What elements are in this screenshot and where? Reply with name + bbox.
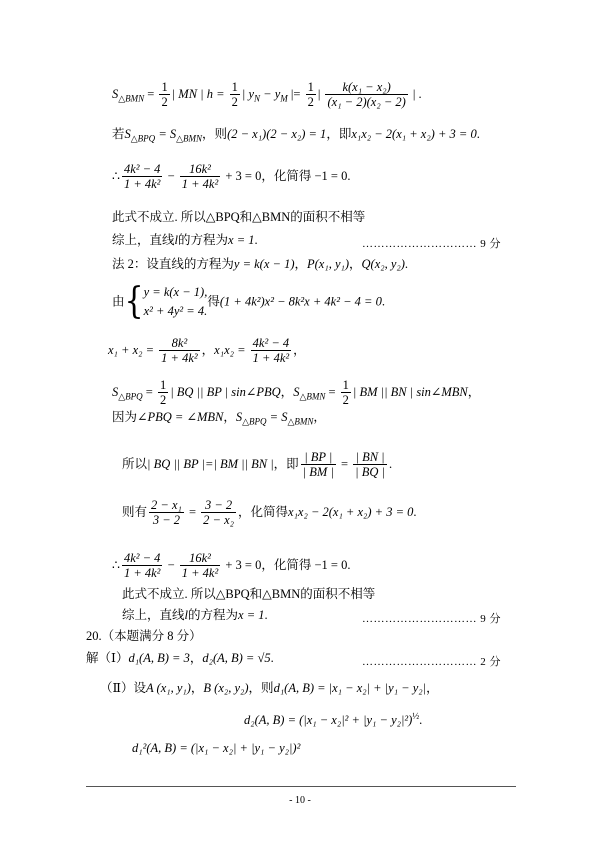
text-ze: ，则 [202, 127, 228, 141]
point-b: B (x₂, y₂) [203, 681, 249, 695]
therefore-symbol: ∴ [112, 168, 120, 183]
sub: △BPQ [242, 416, 267, 427]
frac-2 [180, 551, 220, 581]
text: 法 2：设直线的方程为 [112, 257, 234, 271]
comma: ， [190, 681, 204, 695]
comma: ， [293, 342, 306, 357]
frac-big [325, 80, 407, 110]
text-simplify: ，化简得 [261, 168, 312, 183]
num: | BN | [353, 450, 387, 465]
abs-open: | [317, 86, 324, 101]
comma: ， [467, 384, 481, 399]
text: （Ⅱ）设 [100, 681, 146, 695]
frac-den: 2 [161, 95, 168, 110]
expr: y = k(x − 1) [233, 257, 295, 271]
num: 8k² [159, 336, 199, 351]
den: 1 + 4k² [181, 177, 219, 192]
period: . [264, 608, 268, 622]
comma: ， [349, 257, 362, 271]
var-l: l [174, 233, 178, 247]
frac-2 [201, 498, 236, 528]
num: 2 − x₁ [151, 498, 182, 512]
expr-product: (2 − x₁)(2 − x₂) = 1 [227, 127, 327, 141]
expr: x₁x₂ − 2(x₁ + x₂) + 3 = 0 [288, 504, 414, 519]
minus: − [164, 557, 178, 572]
line-because [112, 410, 326, 427]
den: 2 − x₂ [203, 513, 235, 528]
text: 解（Ⅰ） [86, 651, 129, 665]
frac-half-3: $\frac{1}{2}$ [307, 80, 314, 110]
frac-2 [353, 450, 387, 480]
comma: ， [313, 410, 326, 424]
expr: | BM || BN | sin∠MBN [352, 384, 468, 399]
sub: △BMN [287, 416, 314, 427]
text-you: 由 [112, 294, 125, 309]
den: | BQ | [355, 465, 385, 480]
line-solution-part-2 [100, 682, 439, 695]
num: 4k² − 4 [123, 551, 161, 565]
frac-half [159, 80, 169, 110]
period: . [419, 713, 423, 727]
expr: (1 + 4k²)x² − 8k²x + 4k² − 4 = 0 [219, 294, 382, 309]
s-symbol: S [124, 127, 131, 141]
sub: △BPQ [118, 391, 143, 402]
s: S [112, 384, 119, 399]
frac-half [158, 378, 168, 408]
frac-half-2: $\frac{1}{2}$ [342, 378, 349, 408]
text: 的方程为 [178, 233, 229, 247]
num: 16k² [180, 551, 220, 566]
period: . [476, 127, 480, 141]
sub-m: M [280, 93, 288, 104]
expr-prod: x₁x₂ = [214, 342, 249, 357]
frac-2 [180, 162, 220, 192]
expr-d1: d₁(A, B) = |x₁ − x₂| + |y₁ − y₂| [273, 681, 427, 695]
line-therefore-1 [112, 162, 350, 192]
num: 16k² [180, 162, 220, 177]
period: . [388, 456, 393, 471]
text: 综上，直线 [112, 233, 175, 247]
exponent-half: ½ [412, 710, 420, 721]
expr-close: |= [287, 86, 304, 101]
text: ，化简得 [261, 557, 312, 572]
sub-bmn: △BMN [176, 133, 203, 144]
line-system [112, 280, 385, 323]
den: 3 − 2 [152, 513, 181, 528]
expr-d1: d₁(A, B) = 3 [128, 651, 190, 665]
text: ，则 [248, 681, 274, 695]
point-q: Q(x₂, y₂) [361, 257, 405, 271]
line-conclusion-2: 此式不成立. 所以△BPQ和△BMN的面积不相等 [122, 587, 376, 601]
expr-result: x₁x₂ − 2(x₁ + x₂) + 3 = 0 [351, 127, 477, 141]
den: 1 + 4k² [161, 351, 198, 366]
expr: x = 1 [238, 608, 265, 622]
sub-bmn: △BMN [118, 93, 145, 104]
var-l: l [184, 608, 188, 622]
s-symbol: S [112, 86, 119, 101]
sub-n: N [254, 93, 261, 104]
period: . [413, 504, 417, 519]
expr-yn: | y [241, 86, 255, 101]
expr: | BQ || BP |=| BM || BN | [147, 456, 274, 471]
period: . [404, 257, 409, 271]
text: 因为 [112, 410, 138, 424]
sub: △BMN [299, 391, 326, 402]
line-area-bmn [112, 80, 422, 110]
text: 则有 [122, 504, 148, 519]
comma: ， [280, 384, 294, 399]
line-summary-1 [112, 234, 258, 247]
expr: ∠PBQ = ∠MBN [137, 410, 224, 424]
line-area-formulas [112, 378, 480, 408]
comma: ， [426, 681, 439, 695]
equation-system: { y = k(x − 1), x² + 4y² = 4. [124, 280, 208, 323]
line-if-equal [112, 127, 480, 144]
s: S [293, 384, 300, 399]
frac-sum [159, 336, 199, 366]
problem-20-header: 20.（本题满分 8 分） [86, 629, 202, 643]
score-9-b: ………………………… 9 分 [362, 613, 501, 625]
comma: ， [189, 651, 203, 665]
footer-divider [86, 786, 516, 787]
frac-1 [301, 450, 336, 480]
expr-result: −1 = 0 [311, 168, 348, 183]
den: 1 + 4k² [252, 351, 290, 366]
sub-bpq: △BPQ [130, 133, 156, 144]
text: ，化简得 [238, 504, 289, 519]
minus: − [164, 168, 178, 183]
expr-result: −1 = 0 [311, 557, 348, 572]
period: . [347, 168, 351, 183]
expr-tail: + 3 = 0 [222, 168, 262, 183]
s: S [235, 410, 243, 424]
text: 综上，直线 [122, 608, 185, 622]
therefore-symbol: ∴ [112, 557, 120, 572]
frac-1 [122, 551, 162, 581]
comma: ， [294, 257, 307, 271]
text-ruo: 若 [112, 127, 125, 141]
eq: = [337, 456, 352, 471]
den: 2 [159, 393, 167, 408]
eq: = [142, 384, 156, 399]
comma: ， [201, 342, 215, 357]
line-summary-2 [122, 609, 268, 622]
frac-big-num: k(x₁ − x₂) [325, 80, 407, 95]
line-conclusion-1: 此式不成立. 所以△BPQ和△BMN的面积不相等 [112, 210, 366, 224]
text: 的方程为 [188, 608, 239, 622]
text-de: 得 [207, 294, 220, 309]
num: 3 − 2 [201, 498, 236, 513]
frac-prod [251, 336, 291, 366]
text: ，即 [273, 456, 299, 471]
frac-1 [149, 498, 184, 528]
expr-d1-squared: d₁²(A, B) = (|x₁ − x₂| + |y₁ − y₂|)² [132, 741, 301, 755]
period: . [270, 651, 274, 665]
eq-s: = S [266, 410, 288, 424]
point-p: P(x₁, y₁) [307, 257, 349, 271]
line-therefore-2 [112, 551, 350, 581]
score-2: ………………………… 2 分 [362, 656, 501, 668]
expr-sum: x₁ + x₂ = [108, 342, 158, 357]
comma: ， [223, 410, 236, 424]
expr-tail: + 3 = 0 [222, 557, 262, 572]
frac-big-den: (x₁ − 2)(x₂ − 2) [327, 95, 406, 110]
line-then [122, 498, 417, 528]
period: . [347, 557, 351, 572]
line-so [122, 450, 392, 480]
expr-ym: − y [260, 86, 281, 101]
eq: = [325, 384, 339, 399]
num: 4k² − 4 [123, 162, 161, 176]
den: | BM | [302, 465, 334, 480]
line-d2-formula [244, 710, 423, 727]
point-a: A (x₁, y₁) [146, 681, 191, 695]
expr-d2: d₂(A, B) = √5 [202, 651, 271, 665]
eq: = [144, 86, 158, 101]
period: . [381, 294, 385, 309]
frac-1 [122, 162, 162, 192]
line-d1-squared [132, 742, 300, 755]
expr-d2: d₂(A, B) = (|x₁ − x₂|² + |y₁ − y₂|²) [244, 713, 413, 727]
eq: = [185, 504, 200, 519]
period: . [254, 233, 258, 247]
text: 所以 [122, 456, 148, 471]
text-ji: ，即 [326, 127, 352, 141]
line-method-2 [112, 258, 408, 271]
expr-mn-h: | MN | h = [171, 86, 228, 101]
line-vieta [108, 336, 306, 366]
line-solution-part-1 [86, 652, 274, 665]
eq-s: = S [155, 127, 177, 141]
num: 1 [159, 378, 167, 392]
den: 1 + 4k² [123, 177, 161, 192]
expr: x = 1 [228, 233, 255, 247]
den: 1 + 4k² [123, 566, 161, 581]
eq-row-1: y = k(x − 1), [143, 285, 208, 299]
page-number: - 10 - [289, 795, 311, 806]
frac-num: 1 [161, 80, 168, 94]
num: | BP | [301, 450, 336, 465]
eq-row-2: x² + 4y² = 4. [143, 303, 208, 318]
frac-half-2: $\frac{1}{2}$ [231, 80, 238, 110]
num: 4k² − 4 [252, 336, 290, 350]
den: 1 + 4k² [181, 566, 219, 581]
score-9-a: ………………………… 9 分 [362, 238, 501, 250]
abs-close: | . [409, 86, 422, 101]
expr: | BQ || BP | sin∠PBQ [170, 384, 281, 399]
